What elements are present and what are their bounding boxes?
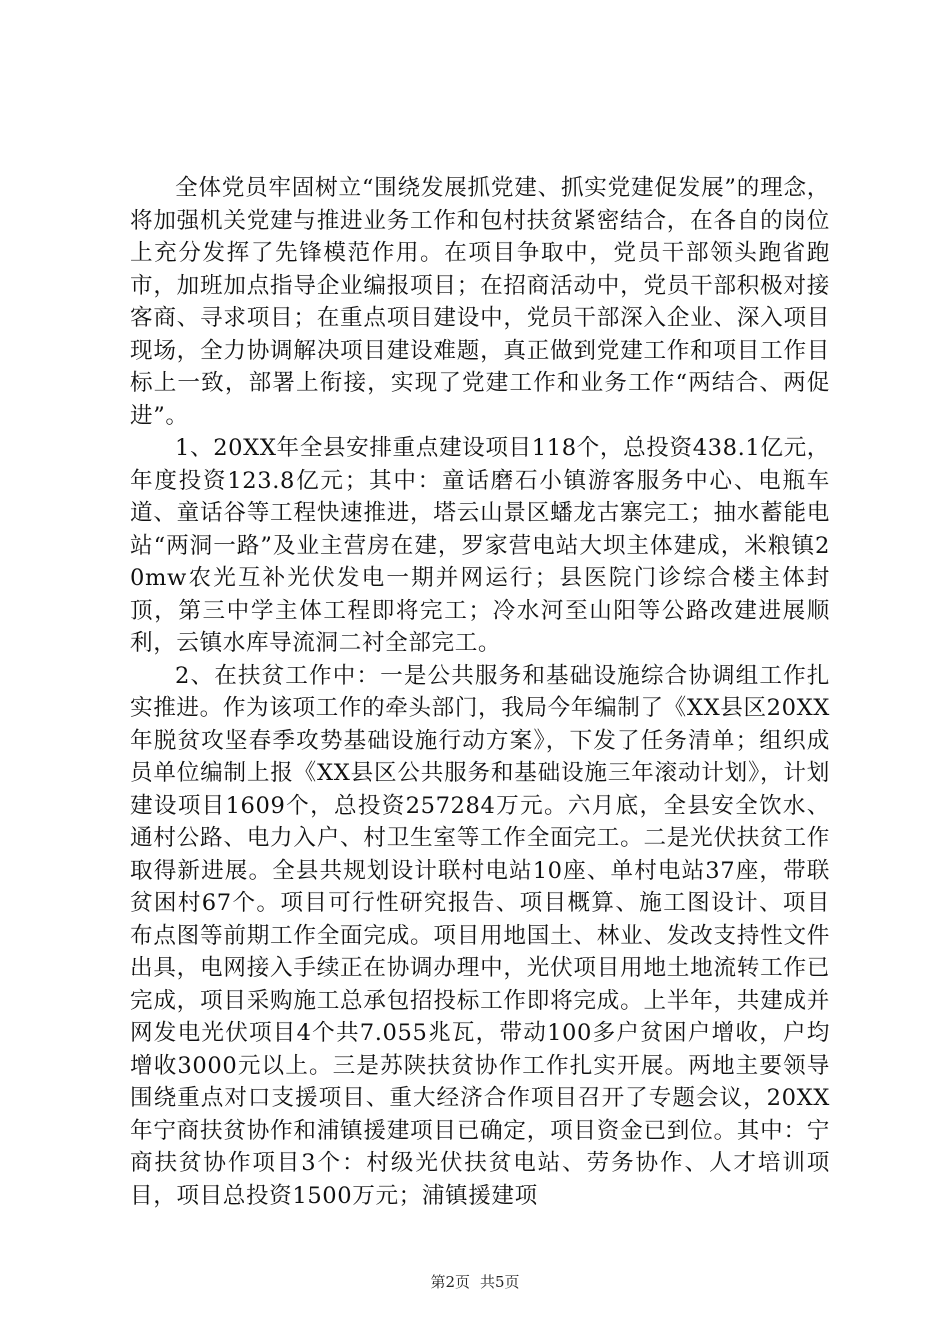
page-total: 共5页 [480, 1273, 520, 1291]
paragraph-party-building: 全体党员牢固树立“围绕发展抓党建、抓实党建促发展”的理念，将加强机关党建与推进业务工作和包村扶贫紧密结合，在各自的岗位上充分发挥了先锋模范作用。在项目争取中，党员干部领头跑省跑市，加班加点指导企业编报项目；在招商活动中，党员干部积极对接客商、寻求项目；在重点项目建设中，党员干部深入企业、深入项目现场，全力协调解决项目建设难题，真正做到党建工作和项目工作目标上一致，部署上衔接，实现了党建工作和业务工作“两结合、两促进”。 [130, 175, 830, 429]
page-footer [0, 1272, 950, 1292]
paragraph-key-projects: 1、20XX年全县安排重点建设项目118个，总投资438.1亿元，年度投资123.8亿元；其中：童话磨石小镇游客服务中心、电瓶车道、童话谷等工程快速推进，塔云山景区蟠龙古寨完工；抽水蓄能电站“两洞一路”及业主营房在建，罗家营电站大坝主体建成，米粮镇20mw农光互补光伏发电一期并网运行；县医院门诊综合楼主体封顶，第三中学主体工程即将完工；冷水河至山阳等公路改建进展顺利，云镇水库导流洞二衬全部完工。 [130, 435, 830, 656]
page-number: 第2页 [430, 1273, 470, 1291]
document-body [130, 172, 830, 1212]
paragraph-poverty-alleviation: 2、在扶贫工作中：一是公共服务和基础设施综合协调组工作扎实推进。作为该项工作的牵头部门，我局今年编制了《XX县区20XX年脱贫攻坚春季攻势基础设施行动方案》，下发了任务清单；组织成员单位编制上报《XX县区公共服务和基础设施三年滚动计划》，计划建设项目1609个，总投资257284万元。六月底，全县安全饮水、通村公路、电力入户、村卫生室等工作全面完工。二是光伏扶贫工作取得新进展。全县共规划设计联村电站10座、单村电站37座，带联贫困村67个。项目可行性研究报告、项目概算、施工图设计、项目布点图等前期工作全面完成。项目用地国土、林业、发改支持性文件出具，电网接入手续正在协调办理中，光伏项目用地土地流转工作已完成，项目采购施工总承包招投标工作即将完成。上半年，共建成并网发电光伏项目4个共7.055兆瓦，带动100多户贫困户增收，户均增收3000元以上。三是苏陕扶贫协作工作扎实开展。两地主要领导围绕重点对口支援项目、重大经济合作项目召开了专题会议，20XX年宁商扶贫协作和浦镇援建项目已确定，项目资金已到位。其中：宁商扶贫协作项目3个：村级光伏扶贫电站、劳务协作、人才培训项目，项目总投资1500万元；浦镇援建项 [130, 662, 830, 1209]
